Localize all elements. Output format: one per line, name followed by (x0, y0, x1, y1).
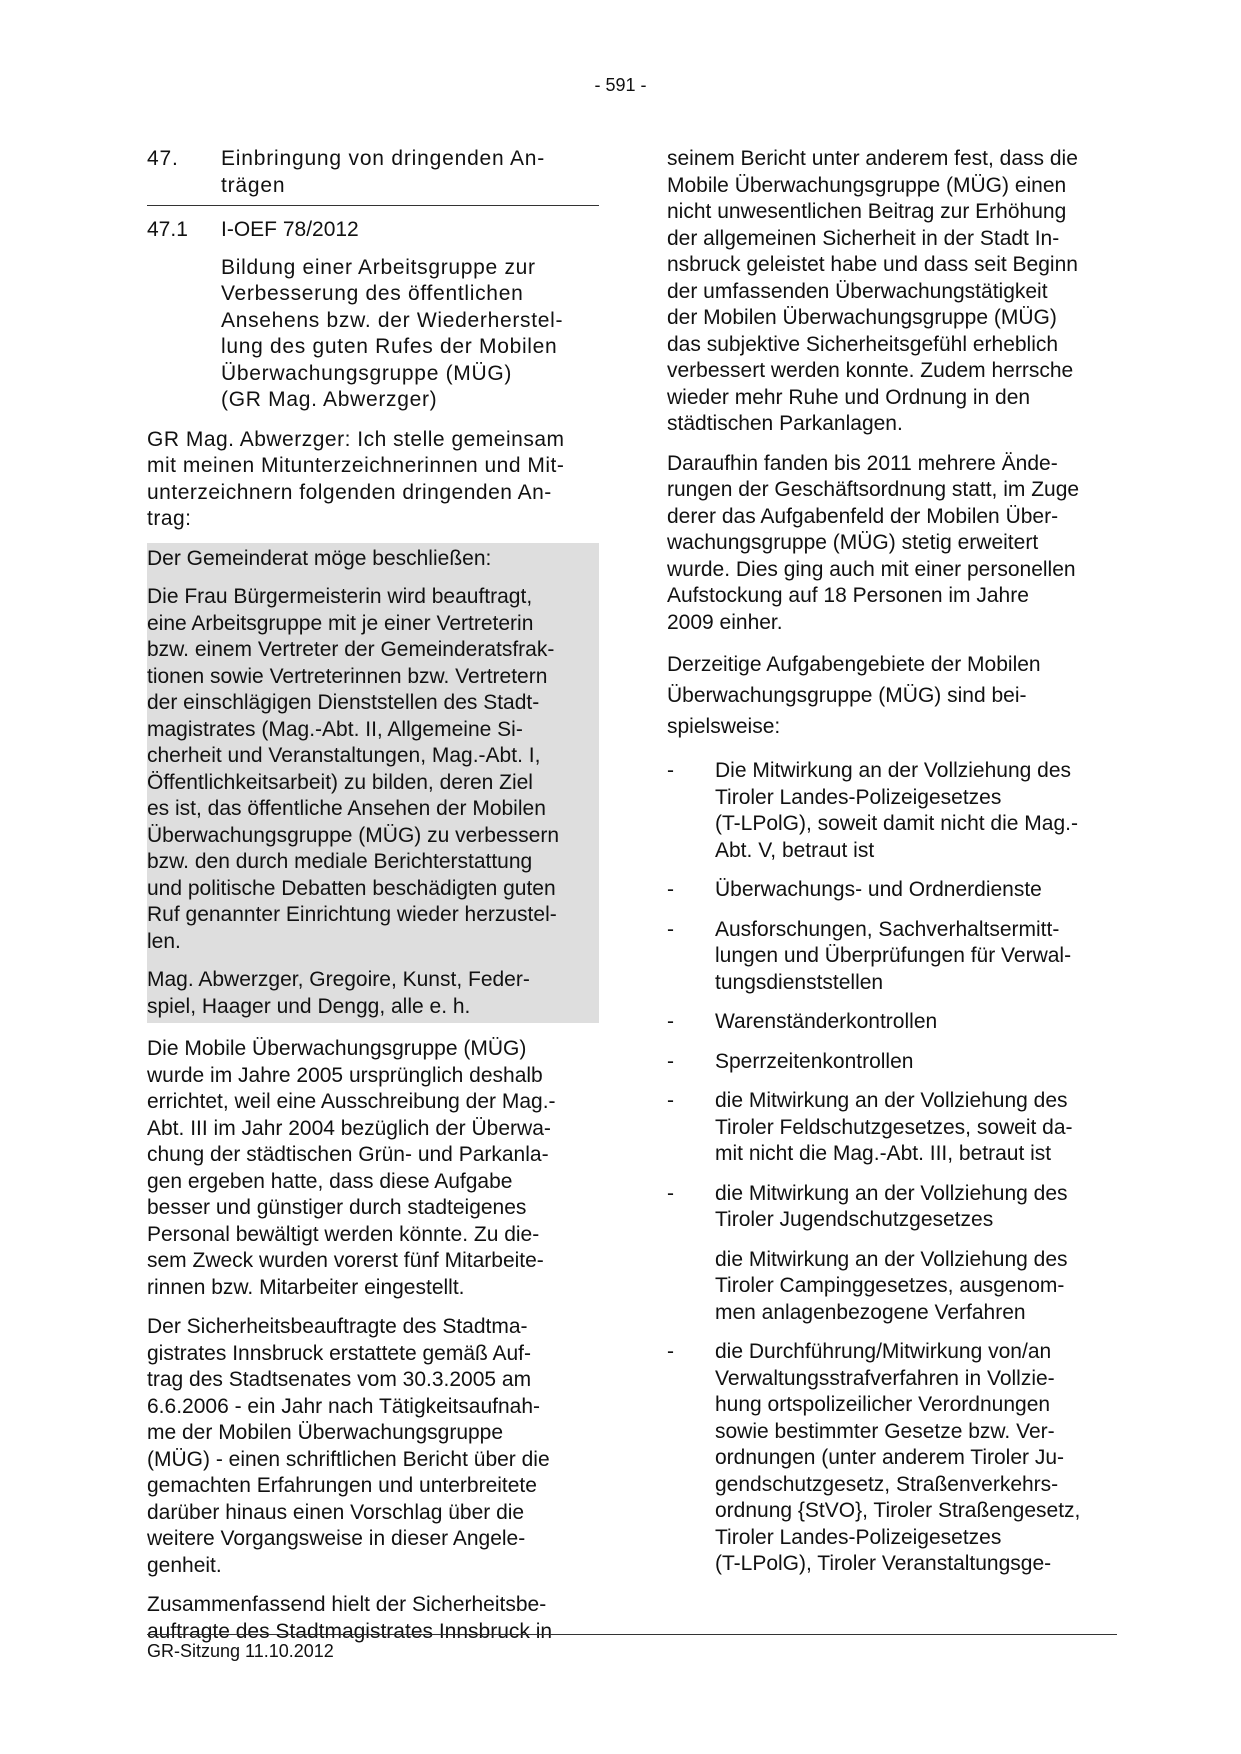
list-dash: - (667, 878, 674, 901)
footer-rule (147, 1634, 1117, 1635)
list-dash: - (667, 1010, 674, 1033)
paragraph-founding: Die Mobile Überwachungsgruppe (MÜG) wurde im Jahre 2005 ursprünglich deshalb errichtet, weil eine Ausschreibung der Mag.- Abt. III im Jahr 2004 bezüglich der Überwa- chung der städtischen Grün- und Parkanla- gen ergeben hatte, dass diese Aufgabe besser und günstiger durch stadteigenes Personal bewältigt werden könnte. Zu die- sem Zweck wurden vorerst fünf Mitarbeite- rinnen bzw. Mitarbeiter eingestellt. (147, 1037, 556, 1299)
motion-box (147, 543, 599, 1024)
list-item (667, 1181, 1117, 1234)
list-item (667, 1339, 1117, 1578)
list-item-text: Überwachungs- und Ordnerdienste (715, 878, 1042, 901)
left-column (147, 146, 599, 1645)
task-list (667, 758, 1117, 1578)
right-column (667, 146, 1117, 1578)
list-dash: - (667, 1089, 674, 1112)
list-dash: - (667, 1049, 674, 1073)
list-item (667, 758, 1117, 864)
footer-session: GR-Sitzung 11.10.2012 (147, 1641, 334, 1661)
paragraph-changes: Daraufhin fanden bis 2011 mehrere Ände- rungen der Geschäftsordnung statt, im Zuge derer das Aufgabenfeld der Mobilen Über- wachungsgruppe (MÜG) stetig erweitert wurde. Dies ging auch mit einer personellen Aufstockung auf 18 Personen im Jahre 2009 einher. (667, 451, 1080, 634)
list-item (667, 1009, 1117, 1036)
subsection-number: 47.1 (147, 218, 188, 241)
paragraph-report: Der Sicherheitsbeauftragte des Stadtma- gistrates Innsbruck erstattete gemäß Auf- trag des Stadtsenates vom 30.3.2005 am 6.6.2006 - ein Jahr nach Tätigkeitsaufnah- me der Mobilen Überwachungsgruppe (MÜG) - einen schriftlichen Bericht über die gemachten Erfahrungen und unterbreitete darüber hinaus einen Vorschlag über die weitere Vorgangsweise in dieser Angele- genheit. (147, 1315, 550, 1577)
section-number: 47. (147, 147, 179, 170)
list-dash: - (667, 917, 674, 941)
list-item-text: die Mitwirkung an der Vollziehung des Tiroler Jugendschutzgesetzes (715, 1181, 1068, 1231)
list-item (667, 1247, 1117, 1327)
list-item (667, 877, 1117, 904)
list-item-text: die Mitwirkung an der Vollziehung des Tiroler Feldschutzgesetzes, soweit da- mit nicht die Mag.-Abt. III, betraut ist (715, 1089, 1073, 1165)
paragraph-tasks-intro: Derzeitige Aufgabengebiete der Mobilen Überwachungsgruppe (MÜG) sind bei- spielsweise: (667, 653, 1041, 738)
list-item (667, 917, 1117, 997)
subject: Bildung einer Arbeitsgruppe zur Verbesserung des öffentlichen Ansehens bzw. der Wiederherstel- lung des guten Rufes der Mobilen Überwachungsgruppe (MÜG) (GR Mag. Abwerzger) (221, 255, 564, 411)
list-item-text: Sperrzeitenkontrollen (715, 1049, 914, 1073)
list-item-text: Ausforschungen, Sachverhaltsermitt- lungen und Überprüfungen für Verwal- tungsdienststellen (715, 917, 1072, 994)
list-dash: - (667, 1340, 674, 1363)
section-heading (147, 146, 599, 199)
list-dash: - (667, 759, 674, 782)
list-item-text: Die Mitwirkung an der Vollziehung des Tiroler Landes-Polizeigesetzes (T-LPolG), soweit damit nicht die Mag.- Abt. V, betraut ist (715, 759, 1078, 862)
motion-signers: Mag. Abwerzger, Gregoire, Kunst, Feder- spiel, Haager und Dengg, alle e. h. (147, 968, 530, 1018)
heading-rule (147, 205, 599, 206)
subsection-heading (147, 217, 599, 244)
page-number: - 591 - (594, 75, 647, 95)
list-item-text: Warenständerkontrollen (715, 1010, 938, 1033)
list-item (667, 1088, 1117, 1168)
list-item (667, 1049, 1117, 1076)
list-dash: - (667, 1181, 674, 1205)
paragraph-summary-cont: seinem Bericht unter anderem fest, dass die Mobile Überwachungsgruppe (MÜG) einen nicht unwesentlichen Beitrag zur Erhöhung der allgemeinen Sicherheit in der Stadt In- nsbruck geleistet habe und dass seit Beginn der umfassenden Überwachungstätigkeit der Mobilen Überwachungsgruppe (MÜG) das subjektive Sicherheitsgefühl erheblich verbessert werden konnte. Zudem herrsche wieder mehr Ruhe und Ordnung in den städtischen Parkanlagen. (667, 147, 1078, 435)
subsection-title: I-OEF 78/2012 (221, 218, 359, 241)
section-title: Einbringung von dringenden An- trägen (221, 147, 546, 197)
motion-lead: Der Gemeinderat möge beschließen: (147, 546, 492, 570)
intro-paragraph: GR Mag. Abwerzger: Ich stelle gemeinsam mit meinen Mitunterzeichnerinnen und Mit- unterzeichnern folgenden dringenden An- trag: (147, 427, 565, 530)
paragraph-summary-start: Zusammenfassend hielt der Sicherheitsbe- auftragte des Stadtmagistrates Innsbruck in (147, 1593, 553, 1643)
list-item-text: die Mitwirkung an der Vollziehung des Tiroler Campinggesetzes, ausgenom- men anlagenbezogene Verfahren (715, 1247, 1068, 1324)
motion-body: Die Frau Bürgermeisterin wird beauftragt, eine Arbeitsgruppe mit je einer Vertreterin bzw. einem Vertreter der Gemeinderatsfrak- tionen sowie Vertreterinnen bzw. Vertretern der einschlägigen Dienststellen des Stadt- magistrates (Mag.-Abt. II, Allgemeine Si- cherheit und Veranstaltungen, Mag.-Abt. I, Öffentlichkeitsarbeit) zu bilden, deren Ziel es ist, das öffentliche Ansehen der Mobilen Überwachungsgruppe (MÜG) zu verbessern bzw. den durch mediale Berichterstattung und politische Debatten beschädigten guten Ruf genannter Einrichtung wieder herzustel- len. (147, 585, 560, 953)
list-item-text: die Durchführung/Mitwirkung von/an Verwaltungsstrafverfahren in Vollzie- hung ortspolizeilicher Verordnungen sowie bestimmter Gesetze bzw. Ver- ordnungen (unter anderem Tiroler Ju- gendschutzgesetz, Straßenverkehrs- ordnung {StVO}, Tiroler Straßengesetz, Tiroler Landes-Polizeigesetzes (T-LPolG), Tiroler Veranstaltungsge- (715, 1340, 1081, 1575)
